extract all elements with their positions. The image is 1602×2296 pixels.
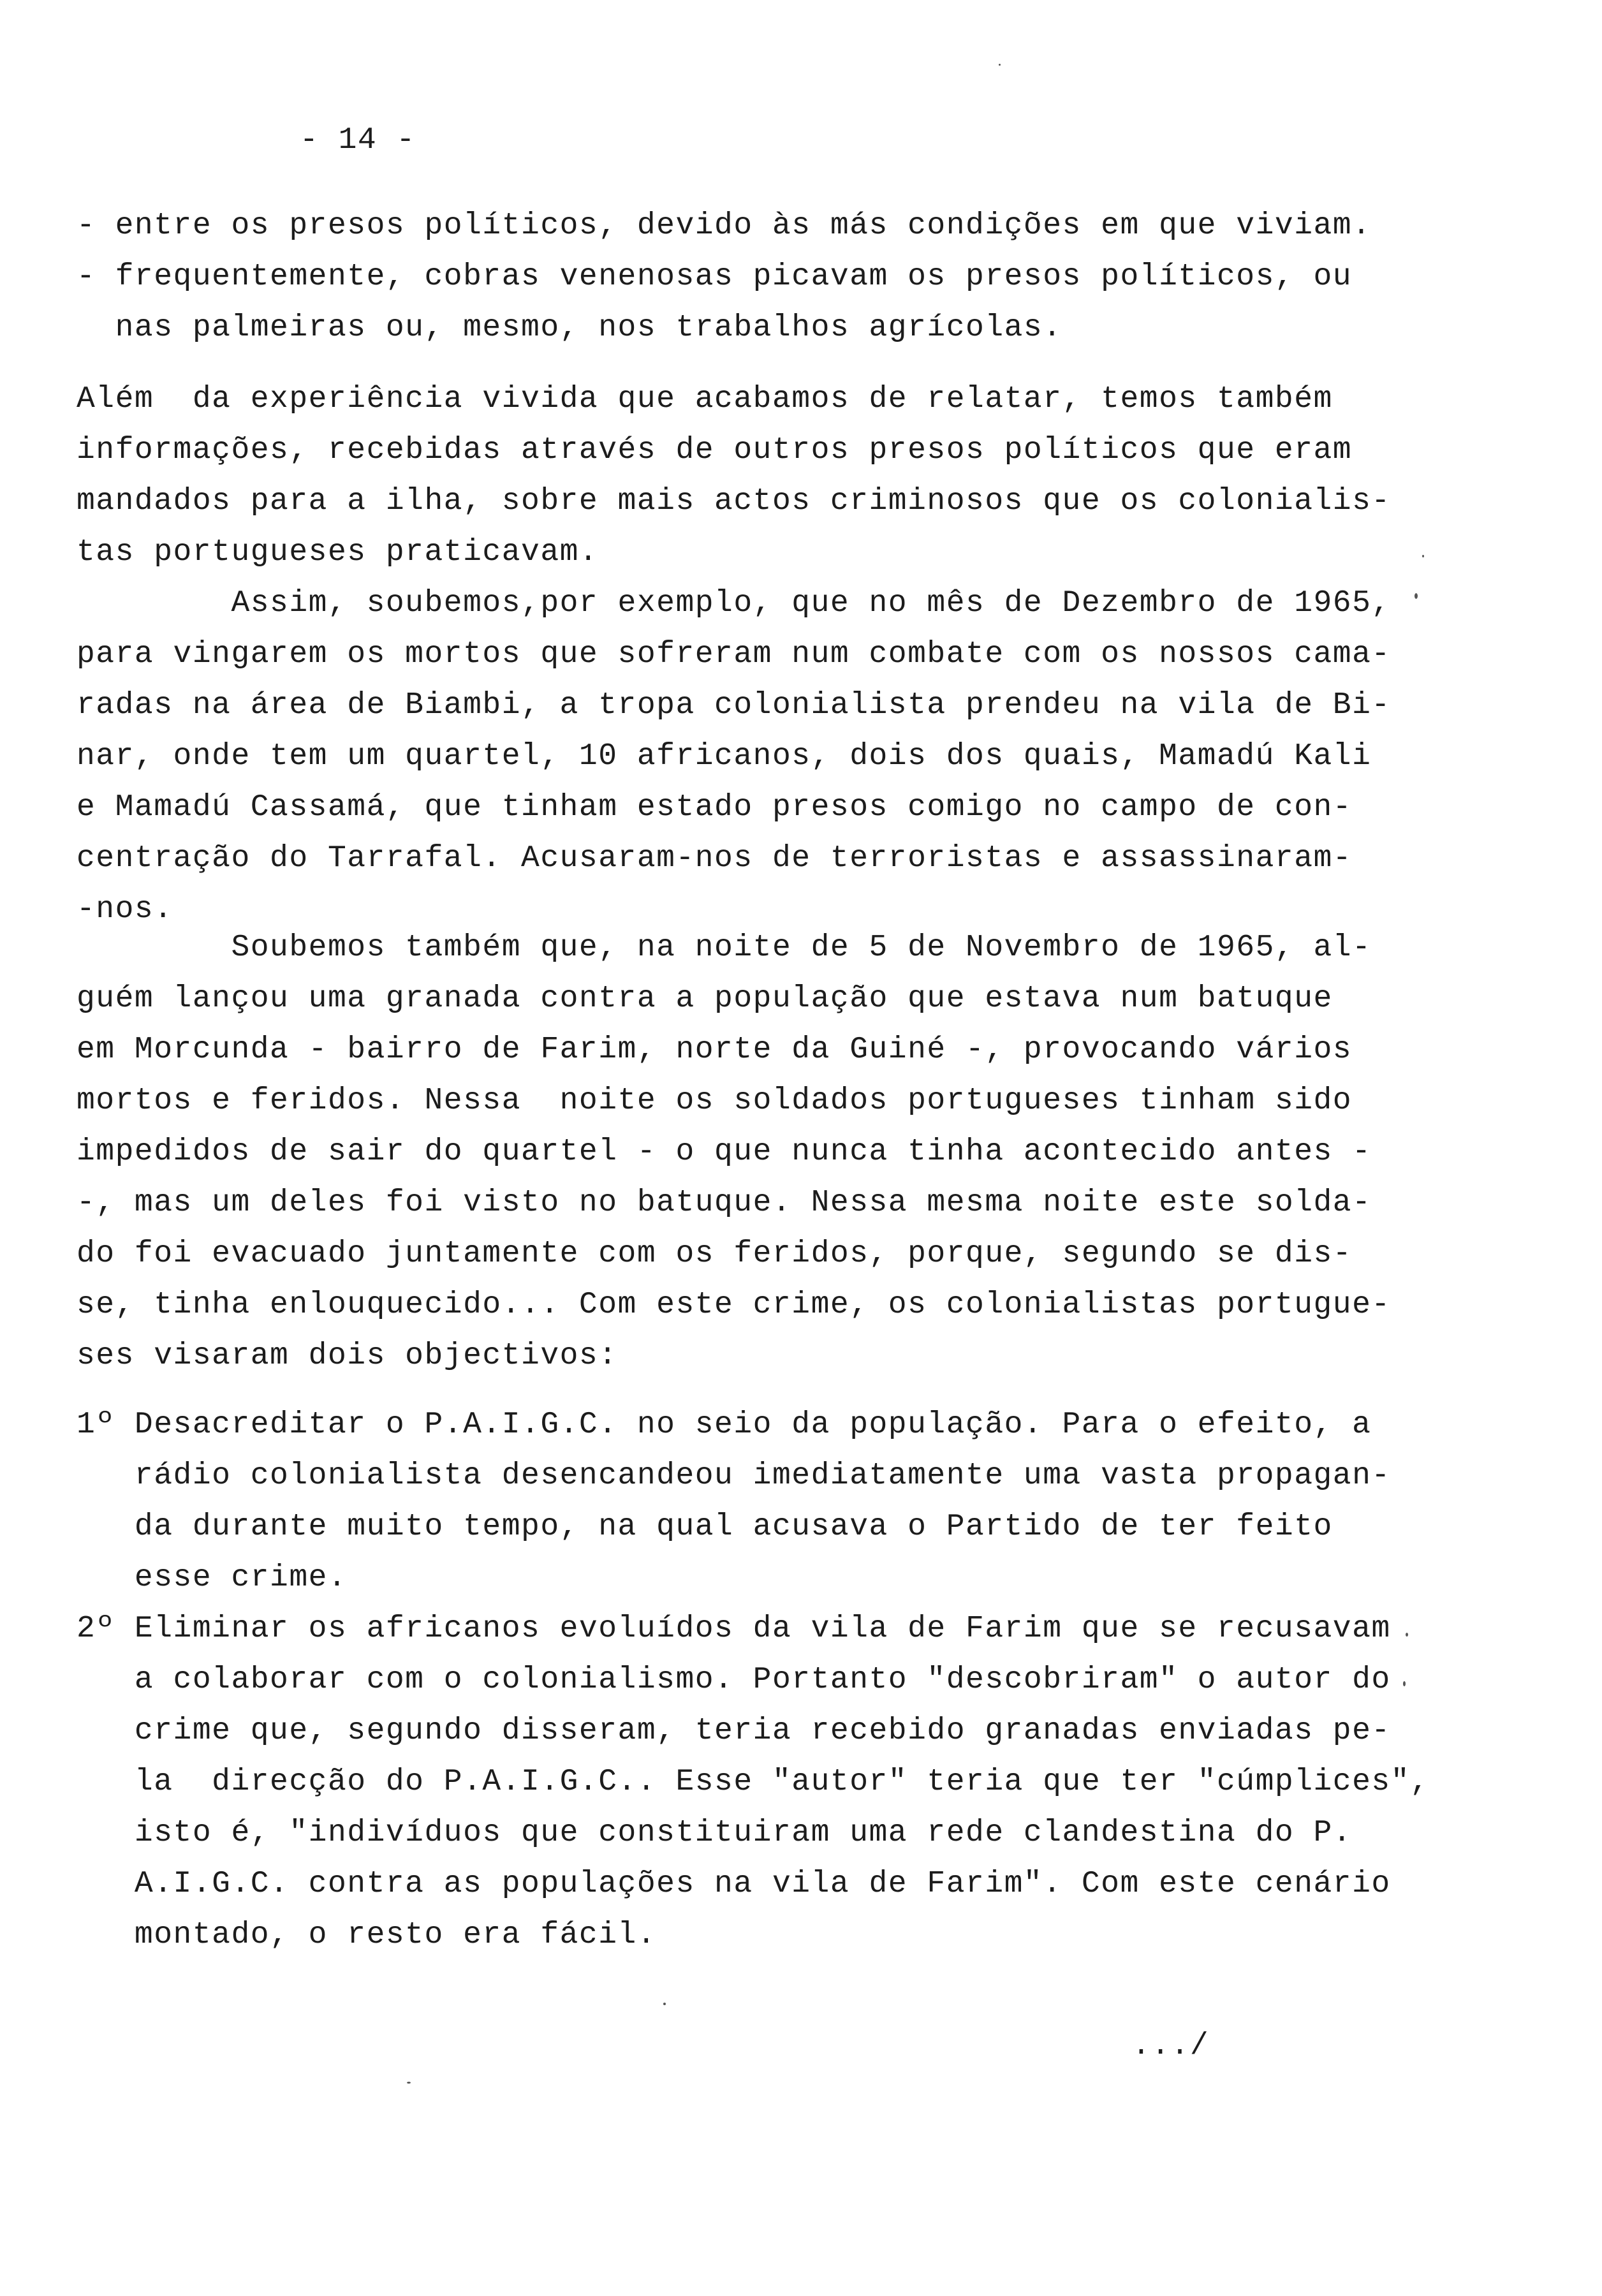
scan-speck	[407, 2082, 411, 2084]
paragraph-line: e Mamadú Cassamá, que tinham estado presos comigo no campo de con-	[77, 790, 1353, 825]
paragraph-line: tas portugueses praticavam.	[77, 535, 599, 570]
scan-speck	[663, 2003, 666, 2005]
paragraph-line: em Morcunda - bairro de Farim, norte da Guiné -, provocando vários	[77, 1033, 1353, 1067]
scan-speck	[1406, 1633, 1408, 1637]
scan-speck	[1422, 555, 1424, 557]
paragraph-line: nar, onde tem um quartel, 10 africanos, dois dos quais, Mamadú Kali	[77, 739, 1372, 774]
objective-line: 2º Eliminar os africanos evoluídos da vila de Farim que se recusavam	[77, 1612, 1391, 1646]
objective-line: esse crime.	[77, 1561, 348, 1595]
objective-line: la direcção do P.A.I.G.C.. Esse "autor" teria que ter "cúmplices",	[77, 1765, 1430, 1799]
objective-line: a colaborar com o colonialismo. Portanto "descobriram" o autor do	[77, 1663, 1391, 1697]
objective-line: rádio colonialista desencandeou imediatamente uma vasta propagan-	[77, 1459, 1391, 1493]
paragraph-line: Assim, soubemos,por exemplo, que no mês de Dezembro de 1965,	[77, 586, 1391, 621]
paragraph-line: do foi evacuado juntamente com os feridos, porque, segundo se dis-	[77, 1237, 1353, 1271]
bullet-line: nas palmeiras ou, mesmo, nos trabalhos agrícolas.	[77, 311, 1062, 345]
paragraph-line: mandados para a ilha, sobre mais actos criminosos que os colonialis-	[77, 484, 1391, 519]
paragraph-line: para vingarem os mortos que sofreram num combate com os nossos cama-	[77, 637, 1391, 672]
paragraph-line: guém lançou uma granada contra a população que estava num batuque	[77, 982, 1333, 1016]
objective-line: A.I.G.C. contra as populações na vila de Farim". Com este cenário	[77, 1867, 1391, 1901]
paragraph-line: Soubemos também que, na noite de 5 de Novembro de 1965, al-	[77, 931, 1372, 965]
paragraph-line: impedidos de sair do quartel - o que nunca tinha acontecido antes -	[77, 1135, 1372, 1169]
objective-line: da durante muito tempo, na qual acusava o Partido de ter feito	[77, 1510, 1333, 1544]
page-number: - 14 -	[300, 123, 416, 158]
continuation-mark: .../	[1132, 2029, 1210, 2063]
paragraph-line: Além da experiência vivida que acabamos de relatar, temos também	[77, 382, 1333, 416]
paragraph-line: centração do Tarrafal. Acusaram-nos de terroristas e assassinaram-	[77, 841, 1353, 876]
paragraph-line: radas na área de Biambi, a tropa colonialista prendeu na vila de Bi-	[77, 688, 1391, 723]
objective-line: 1º Desacreditar o P.A.I.G.C. no seio da população. Para o efeito, a	[77, 1408, 1372, 1442]
scan-speck	[1403, 1681, 1406, 1686]
objective-line: crime que, segundo disseram, teria recebido granadas enviadas pe-	[77, 1714, 1391, 1748]
bullet-line: - frequentemente, cobras venenosas picavam os presos políticos, ou	[77, 260, 1353, 294]
scan-speck	[999, 64, 1001, 66]
paragraph-line: informações, recebidas através de outros presos políticos que eram	[77, 433, 1353, 467]
paragraph-line: ses visaram dois objectivos:	[77, 1339, 618, 1373]
paragraph-line: se, tinha enlouquecido... Com este crime, os colonialistas portugue-	[77, 1288, 1391, 1322]
bullet-line: - entre os presos políticos, devido às más condições em que viviam.	[77, 209, 1372, 243]
scan-speck	[1415, 593, 1418, 599]
objective-line: montado, o resto era fácil.	[77, 1918, 657, 1952]
paragraph-line: -nos.	[77, 892, 173, 927]
objective-line: isto é, "indivíduos que constituiram uma rede clandestina do P.	[77, 1816, 1353, 1850]
paragraph-line: mortos e feridos. Nessa noite os soldados portugueses tinham sido	[77, 1084, 1353, 1118]
paragraph-line: -, mas um deles foi visto no batuque. Nessa mesma noite este solda-	[77, 1186, 1372, 1220]
